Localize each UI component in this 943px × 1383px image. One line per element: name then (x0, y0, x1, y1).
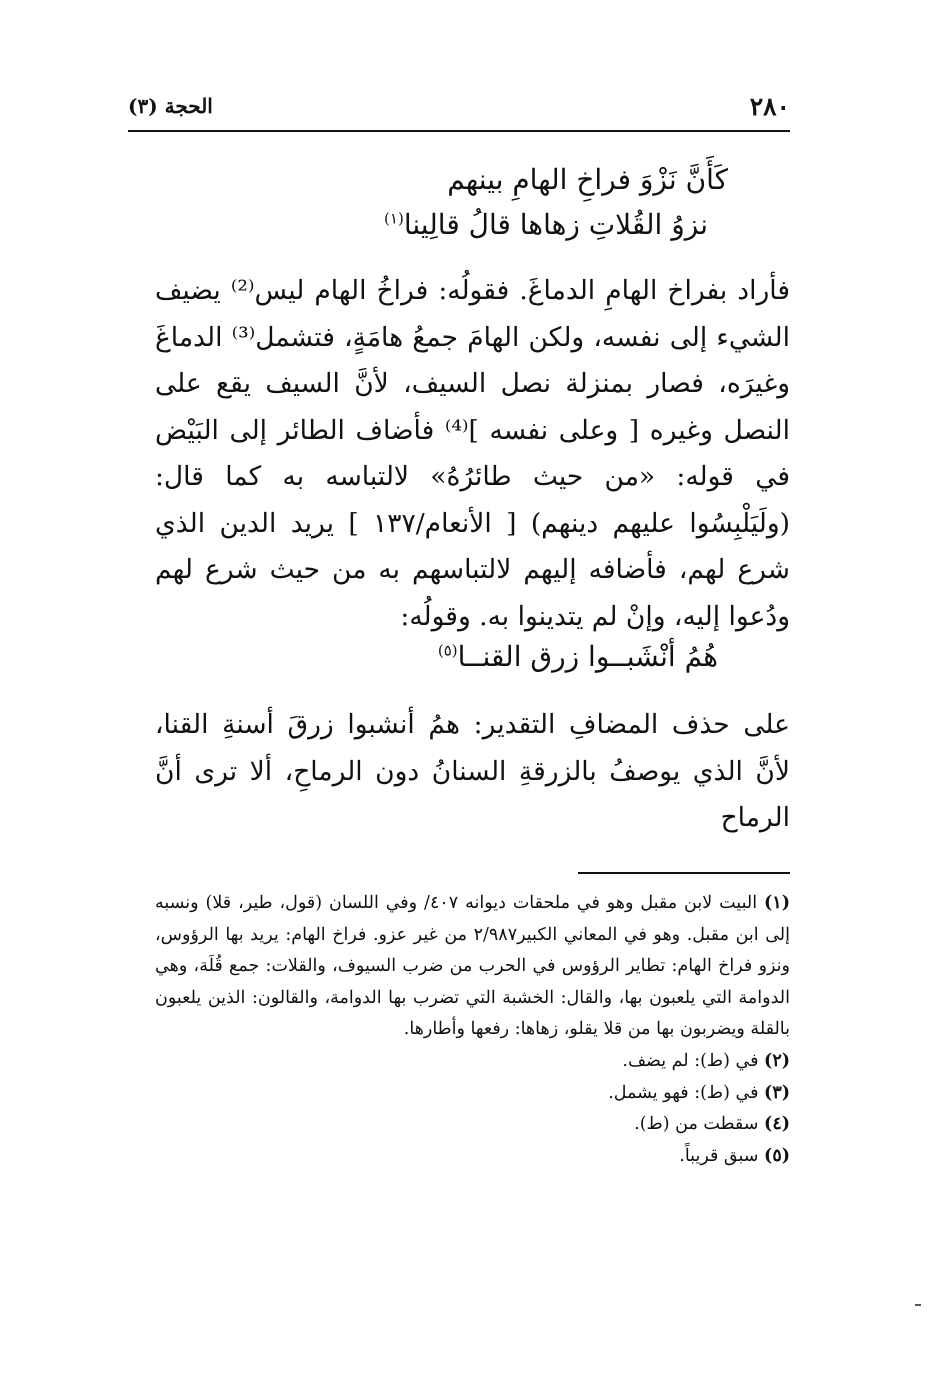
footnote-2-text: في (ط): لم يضف. (622, 1050, 759, 1071)
verse-1-line-2-text: نزوُ القُلاتِ زهاها قالُ قالِينا (403, 208, 708, 241)
footnote-1 (155, 888, 790, 1046)
verse-1-line-2 (384, 208, 708, 241)
paragraph-2-text: على حذف المضافِ التقدير: همُ أنشبوا زرقَ أسنةِ القنا، لأنَّ الذي يوصفُ بالزرقةِ السنانُ دون الرماحِ، ألا ترى أنَّ الرماح (155, 709, 790, 833)
footnote-2-number: (٢) (764, 1050, 790, 1071)
footnote-divider (578, 872, 790, 874)
verse-2-line-1 (438, 640, 718, 673)
paragraph-1-text: فأراد بفراخ الهامِ الدماغَ. فقولُه: فراخُ الهام ليس⁽²⁾ يضيف الشيء إلى نفسه، ولكن الهامَ جمعُ هامَةٍ، فتشمل⁽³⁾ الدماغَ وغيرَه، فصار بمنزلة نصل السيف، لأنَّ السيف يقع على النصل وغيره [ وعلى نفسه ]⁽⁴⁾ فأضاف الطائر إلى البَيْض في قوله: «من حيث طائرُهُ» لالتباسه به كما قال: (ولَيَلْبِسُوا عليهم دينهم) [ الأنعام/١٣٧ ] يريد الدين الذي شرع لهم، فأضافه إليهم لالتباسهم به من حيث شرع لهم ودُعوا إليه، وإنْ لم يتدينوا به. وقولُه: (155, 275, 790, 632)
footnote-3-number: (٣) (764, 1082, 790, 1103)
footnote-3 (155, 1078, 790, 1110)
footnote-1-number: (١) (764, 893, 790, 913)
footnote-ref-5: (٥) (437, 641, 458, 660)
footnotes (155, 888, 790, 1172)
footnote-5-text: سبق قريباً. (679, 1145, 759, 1166)
running-title: الحجة (٣) (128, 94, 213, 118)
paragraph-2 (155, 702, 790, 842)
footnote-2 (155, 1046, 790, 1078)
page-header (128, 92, 790, 126)
scan-mark (915, 1304, 921, 1306)
footnote-4-text: سقطت من (ط). (634, 1114, 759, 1135)
footnote-5-number: (٥) (764, 1145, 790, 1166)
footnote-5 (155, 1141, 790, 1173)
paragraph-1 (155, 268, 790, 640)
footnote-ref-1: (١) (384, 209, 404, 228)
footnote-4-number: (٤) (764, 1114, 790, 1135)
footnote-4 (155, 1109, 790, 1141)
verse-1-line-1: كَأَنَّ نَزْوَ فراخِ الهامِ بينهم (447, 163, 728, 196)
verse-2-text: هُمُ أنْشَبــوا زرق القنــا (457, 640, 718, 673)
header-divider (128, 130, 790, 132)
page-number: ٢٨٠ (749, 92, 790, 121)
footnote-1-text: البيت لابن مقبل وهو في ملحقات ديوانه ٤٠٧/ وفي اللسان (قول، طير، قلا) ونسبه إلى ابن مقبل. وهو في المعاني الكبير٢/٩٨٧ من غير عزو. فراخ الهام: يريد بها الرؤوس، ونزو فراخ الهام: تطاير الرؤوس في الحرب من ضرب السيوف، والقلات: جمع قُلَة، وهي الدوامة التي يلعبون بها، والقال: الخشبة التي تضرب بها الدوامة، والقالون: الذين يلعبون بالقلة ويضربون بها من قلا يقلو، زهاها: رفعها وأطارها. (155, 893, 791, 1040)
footnote-3-text: في (ط): فهو يشمل. (608, 1082, 759, 1103)
